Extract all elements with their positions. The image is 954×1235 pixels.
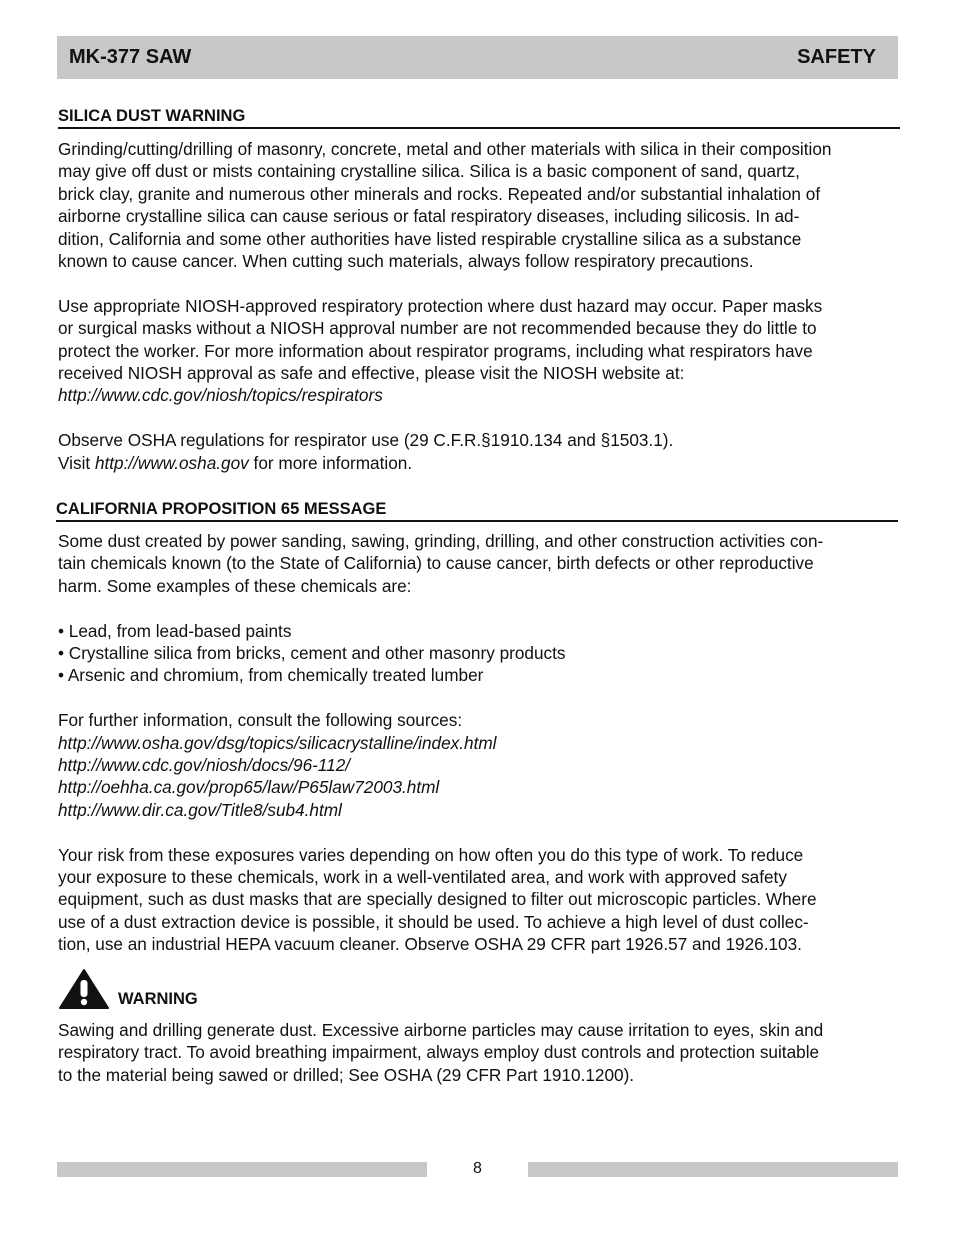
risk-paragraph: Your risk from these exposures varies depending on how often you do this type of work. To reduce your exposure to these chemicals, work in a well-ventilated area, and work with approved safety equipment, such as dust masks that are specially designed to filter out microscopic particles. Where use of a dust extraction device is possible, it should be used. To achieve a high level of dust collec- tion, use an industrial HEPA vacuum cleaner. Observe OSHA 29 CFR part 1926.57 and 1926.103.	[58, 844, 817, 955]
niosh-respirators-link[interactable]: http://www.cdc.gov/niosh/topics/respirators	[58, 385, 383, 406]
source-link[interactable]: http://www.cdc.gov/niosh/docs/96-112/	[58, 755, 351, 776]
prop65-heading: CALIFORNIA PROPOSITION 65 MESSAGE	[56, 500, 898, 522]
silica-paragraph-1: Grinding/cutting/drilling of masonry, concrete, metal and other materials with silica in their composition may give off dust or mists containing crystalline silica. Silica is a basic component of sand, quartz, brick clay, granite and numerous other minerals and rocks. Repeated and/or substantial inhalation of airborne crystalline silica can cause serious or fatal respiratory diseases, including silicosis. In ad- dition, California and some other authorities have listed respirable crystalline silica as a substance known to cause cancer. When cutting such materials, always follow respiratory precautions.	[58, 139, 832, 272]
warning-header	[58, 966, 198, 1010]
section-label: SAFETY	[797, 46, 876, 68]
source-link[interactable]: http://www.dir.ca.gov/Title8/sub4.html	[58, 799, 342, 820]
warning-triangle-icon	[58, 968, 110, 1010]
silica-paragraph-2: Use appropriate NIOSH-approved respiratory protection where dust hazard may occur. Paper masks or surgical masks without a NIOSH approval number are not recommended because they do little to protect the worker. For more information about respirator programs, including what respirators have received NIOSH approval as safe and effective, please visit the NIOSH website at: http://www.cdc.gov/niosh/topics/respirators	[58, 295, 823, 406]
list-item: • Arsenic and chromium, from chemically treated lumber	[58, 665, 484, 686]
osha-link[interactable]: http://www.osha.gov	[94, 452, 249, 473]
prop65-body	[58, 530, 908, 956]
silica-paragraph-3: Observe OSHA regulations for respirator use (29 C.F.R.§1910.134 and §1503.1). Visit http://www.osha.gov for more information.	[58, 430, 674, 473]
silica-dust-body	[58, 138, 908, 474]
page-number: 8	[473, 1160, 482, 1177]
warning-body	[58, 1019, 908, 1086]
source-link[interactable]: http://oehha.ca.gov/prop65/law/P65law72003.html	[58, 777, 440, 798]
warning-label: WARNING	[118, 990, 198, 1008]
list-item: • Crystalline silica from bricks, cement and other masonry products	[58, 643, 566, 664]
warning-paragraph: Sawing and drilling generate dust. Excessive airborne particles may cause irritation to eyes, skin and respiratory tract. To avoid breathing impairment, always employ dust controls and protection suitable to the material being sawed or drilled; See OSHA (29 CFR Part 1910.1200).	[58, 1020, 824, 1085]
chemical-examples-list	[58, 620, 908, 687]
footer-bar-right	[528, 1162, 898, 1177]
sources-list: For further information, consult the following sources: http://www.osha.gov/dsg/topics/silicacrystalline/index.html http://www.cdc.gov/niosh/docs/96-112/ http://oehha.ca.gov/prop65/law/P65law72003.html http://www.dir.ca.gov/Title8/sub4.html	[58, 710, 497, 820]
footer-bar-left	[57, 1162, 427, 1177]
silica-dust-heading: SILICA DUST WARNING	[58, 107, 900, 129]
prop65-paragraph-1: Some dust created by power sanding, sawing, grinding, drilling, and other construction activities con- tain chemicals known (to the State of California) to cause cancer, birth defects or other reproductive harm. Some examples of these chemicals are:	[58, 531, 824, 596]
page-header-bar	[57, 36, 898, 79]
list-item: • Lead, from lead-based paints	[58, 620, 292, 641]
document-title: MK-377 SAW	[69, 46, 192, 68]
source-link[interactable]: http://www.osha.gov/dsg/topics/silicacrystalline/index.html	[58, 732, 497, 753]
